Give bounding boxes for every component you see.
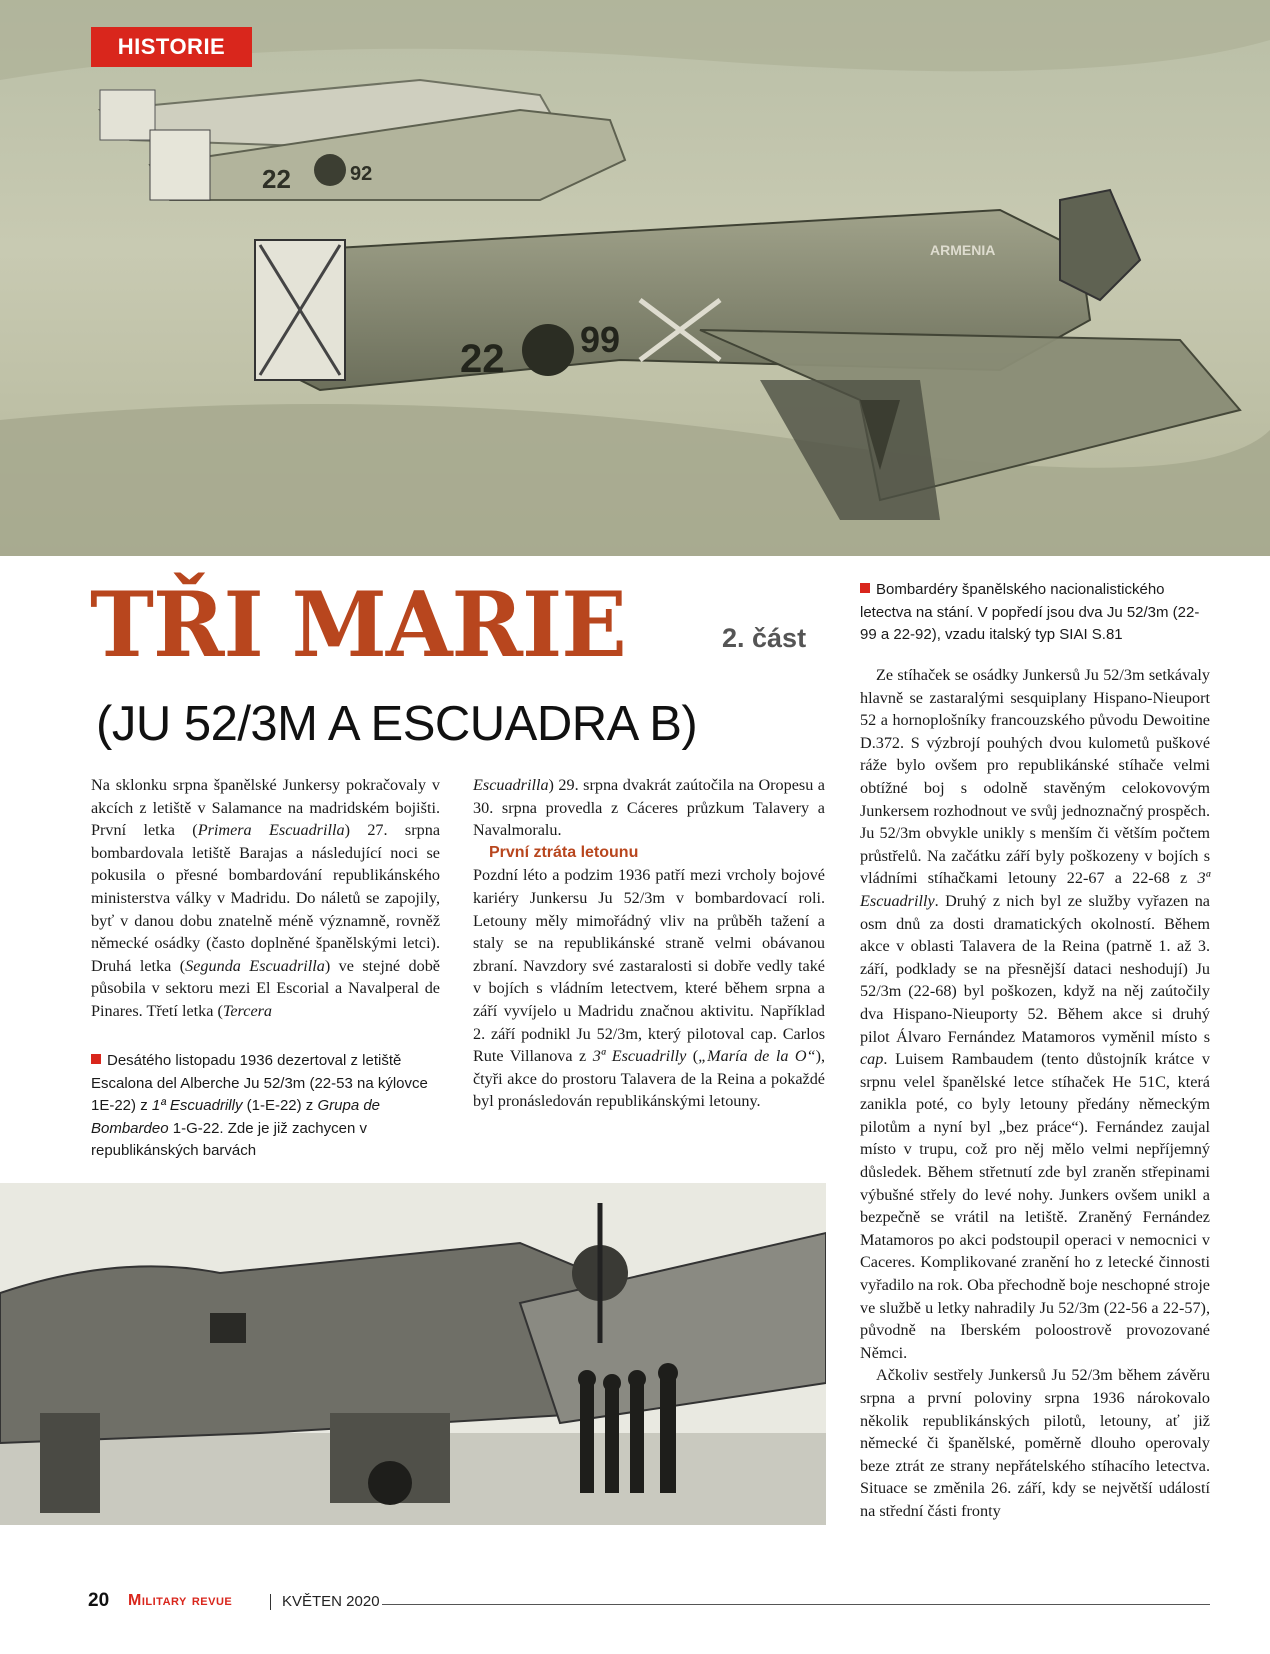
footer-rule [382, 1604, 1210, 1605]
article-column-1 [91, 774, 440, 1023]
part-label: 2. část [722, 623, 807, 653]
paragraph: Pozdní léto a podzim 1936 patří mezi vrcholy bojové kariéry Junkersu Ju 52/3m v bombardovací roli. Letouny měly mimořádný vliv na průběh tažení a staly se na republikánské straně velmi obávanou zbraní. Navzdory své zastaralosti si dobře vedly také v bojích s vládním letectvem, které během srpna a září vyvíjelo u Madridu značnou aktivitu. Například 2. září podnikl Ju 52/3m, který pilotoval cap. Carlos Rute Villanova z 3ª Escuadrilly („María de la O“), čtyři akce do prostoru Talavera de la Reina a pokaždé byl pronásledován republikánskými letouny. [473, 866, 825, 1111]
photo-junkers-republican [0, 1183, 826, 1525]
caption-square-icon [91, 1054, 101, 1064]
article-column-3 [860, 664, 1210, 1523]
article-subtitle: (JU 52/3M A ESCUADRA B) [96, 697, 698, 751]
paragraph: Ze stíhaček se osádky Junkersů Ju 52/3m setkávaly hlavně se zastaralými sesquiplany Hispano-Nieuport 52 a hornoplošníky francouzského původu Dewoitine D.372. S výzbrojí pouhých dvou kulometů puškové ráže bylo ovšem pro republikánské stíhače velmi obtížné boj s odolně stavěným celokovovým Junkersem rozhodnout ve svůj jednoznačný prospěch. Ju 52/3m obvykle unikly s menším či větším počtem průstřelů. Na začátku září byly poškozeny v bojích s vládními stíhačkami letouny 22-67 a 22-68 z 3ª Escuadrilly. Druhý z nich byl ze služby vyřazen na osm dnů za dosti dramatických okolností. Během akce v oblasti Talavera de la Reina (patrně 1. až 3. září, podklady se na přesnější dataci neshodují) Ju 52/3m (22-68) byl poškozen, když na něj zaútočily dva Hispano-Nieuporty 52. Během akce si druhý pilot Álvaro Fernández Matamoros vyměnil místo s cap. Luisem Rambaudem (tento důstojník krátce v srpnu velel španělské letce stíhaček He 51C, která zanikla poté, co byly letouny předány německým pilotům a nyní byl „bez práce“). Fernández zaujal místo v trupu, což pro něj mělo velmi nepříjemný důsledek. Během střetnutí zde byl zraněn střepinami výbušné střely do levé nohy. Junkers ovšem unikl a bezpečně se vrátil na letiště. Zraněný Fernández Matamoros po akci podstoupil operaci v nemocnici v Caceres. Komplikované zranění ho z letecké činnosti vyřadilo na rok. Oba přechodně boje neschopné stroje ve službě u letky nahradily Ju 52/3m (22-56 a 22-57), původně na Iberském poloostrově provozované Němci. [860, 666, 1210, 1362]
caption-top-text: Bombardéry španělského nacionalistického letectva na stání. V popředí jsou dva Ju 52/3m (22-99 a 22-92), vzadu italský typ SIAI S.81 [860, 581, 1200, 644]
svg-text:ARMENIA: ARMENIA [930, 242, 996, 258]
svg-text:22: 22 [262, 164, 291, 194]
svg-text:22: 22 [460, 337, 505, 381]
caption-mid-text: Desátého listopadu 1936 dezertoval z letiště Escalona del Alberche Ju 52/3m (22-53 na kýlovce 1E-22) z 1ª Escuadrilly (1-E-22) z Grupa de Bombardeo 1-G-22. Zde je již zachycen v republikánských barvách [91, 1052, 428, 1160]
caption-bottom-photo [91, 1050, 440, 1163]
caption-top-photo [860, 579, 1210, 647]
subheading: První ztráta letounu [489, 843, 639, 861]
page-number: 20 [88, 1590, 110, 1611]
article-title: TŘI MARIE [90, 571, 626, 678]
photo-bombers-on-airfield [0, 0, 1270, 556]
magazine-logo: Military revue [128, 1592, 233, 1609]
paragraph: Na sklonku srpna španělské Junkersy pokračovaly v akcích z letiště v Salamance na madridském bojišti. První letka (Primera Escuadrilla) 27. srpna bombardovala letiště Barajas a následující noci se pokusila o přesné bombardování republikánského ministerstva války v Madridu. Do náletů se zapojily, byť v danou dobu znatelně méně významně, rovněž německé osádky (často doplněné španělskými letci). Druhá letka (Segunda Escuadrilla) ve stejné době působila v sektoru mezi El Escorial a Navalperal de Pinares. Třetí letka (Tercera [91, 776, 440, 1020]
paragraph: Escuadrilla) 29. srpna dvakrát zaútočila na Oropesu a 30. srpna provedla z Cáceres průzkum Talavery a Navalmoralu. [473, 776, 825, 840]
svg-text:99: 99 [580, 319, 621, 360]
footer-separator [270, 1594, 271, 1610]
article-column-2 [473, 774, 825, 1113]
section-tag: HISTORIE [91, 27, 252, 67]
issue-date: KVĚTEN 2020 [282, 1593, 380, 1610]
page-footer [88, 1590, 1210, 1620]
svg-text:92: 92 [350, 163, 373, 185]
caption-square-icon [860, 583, 870, 593]
paragraph: Ačkoliv sestřely Junkersů Ju 52/3m během závěru srpna a první poloviny srpna 1936 nárokovalo několik republikánských pilotů, letouny, ať již německé či španělské, poměrně dlouho operovaly beze ztrát ze strany nepřátelského stíhacího letectva. Situace se změnila 26. září, kdy se největší událostí na střední části fronty [860, 1366, 1210, 1520]
